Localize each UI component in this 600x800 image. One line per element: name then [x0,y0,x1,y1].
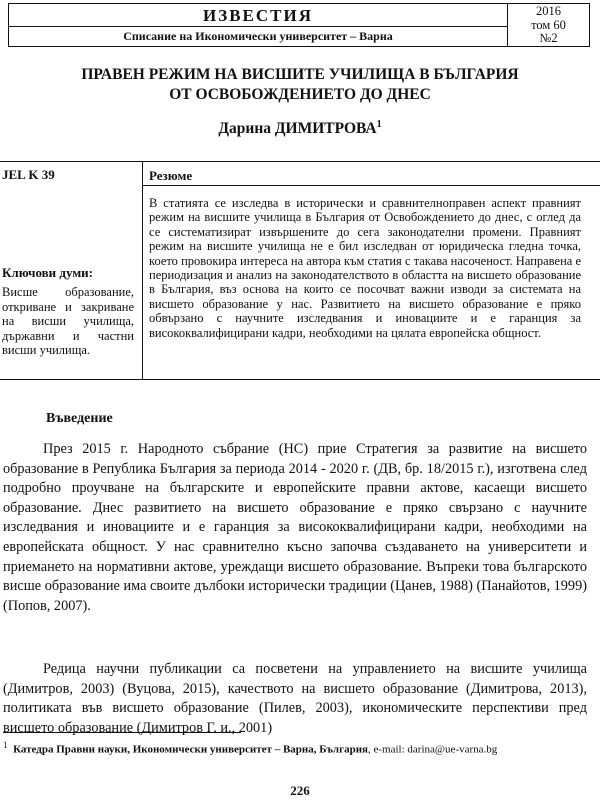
footnote [3,738,583,757]
keywords-title: Ключови думи: [2,265,94,280]
page-number: 226 [290,783,310,798]
journal-header [8,3,508,47]
footnote-rule [3,732,241,733]
summary-title: Резюме [149,168,193,183]
article-title-line1: ПРАВЕН РЕЖИМ НА ВИСШИТЕ УЧИЛИЩА В БЪЛГАРИЯ [81,66,519,83]
article-title [20,65,580,105]
header-divider [9,26,507,27]
issue-info [508,3,590,47]
author-name: Дарина ДИМИТРОВА [218,120,377,138]
body-paragraph-2: Редица научни публикации са посветени на управлението на висшите училища (Димитров, 2003) (Вуцова, 2015), качеството на висшето образование (Димитрова, 2013), политиката във висшето образование (Пилев, 2003), икономическите перспективи пред висшето образование (Димитров Г. и., 2001) [3,661,587,736]
issue-year: 2016 [536,4,561,18]
summary-text: В статията се изследва в исторически и сравнителноправен аспект правният режим на висшите училища в България от Освобождението до днес, с оглед да се систематизират извършените до сега законодателни промени. Правният режим на висшите училища не е бил изследван от юридическа гледна точка, което провокира интереса на автора към статия с такава насоченост. Направена е периодизация и анализ на законодателството в областта на висшето образование в България, въз основа на които се посочват важни изводи за системата на висшето образование у нас. Развитието на висшето образование е пряко обвързано с научните изследвания и иновациите и е гаранция за висококвалифицирани кадри, необходими на цялата европейска общност. [149,196,581,340]
abstract-box-top-rule [0,161,600,162]
author-line [20,119,580,138]
abstract-box-divider [142,161,143,379]
issue-volume: том 60 [531,17,566,32]
keywords-text: Висше образование, откриване и закриване на висши училища, държавни и частни висши училища. [2,285,134,357]
footnote-email: , e-mail: darina@ue-varna.bg [368,743,498,756]
intro-heading: Въведение [46,411,113,426]
issue-number: №2 [539,31,558,45]
footnote-affiliation: Катедра Правни науки, Икономически университет – Варна, България [13,743,369,756]
jel-code: JEL K 39 [2,167,55,182]
footnote-mark: 1 [3,740,8,750]
body-paragraph-1: През 2015 г. Народното събрание (НС) прие Стратегия за развитие на висшето образование в Република България за периода 2014 - 2020 г. (ДВ, бр. 18/2015 г.), изготвена след подробно проучване на българските и европейските правни актове, касаещи висшето образование. Днес развитието на висшето образование е пряко свързано с научните изследвания и иновациите и е гаранция за висококвалифицирани кадри, необходими на европейската общност. У нас сравнително късно започва създаването на университети и приемането на нормативни актове, уреждащи висшето образование. Въпреки това българското висше образование има своите дълбоки исторически традиции (Цанев, 1988) (Панайотов, 1999) (Попов, 2007). [3,441,587,614]
journal-name: ИЗВЕСТИЯ [203,6,313,25]
journal-subtitle: Списание на Икономически университет – Варна [123,29,393,43]
summary-title-rule [142,185,600,186]
abstract-box-bottom-rule [0,379,600,380]
article-title-line2: ОТ ОСВОБОЖДЕНИЕТО ДО ДНЕС [169,86,431,103]
author-footnote-mark: 1 [376,119,382,130]
